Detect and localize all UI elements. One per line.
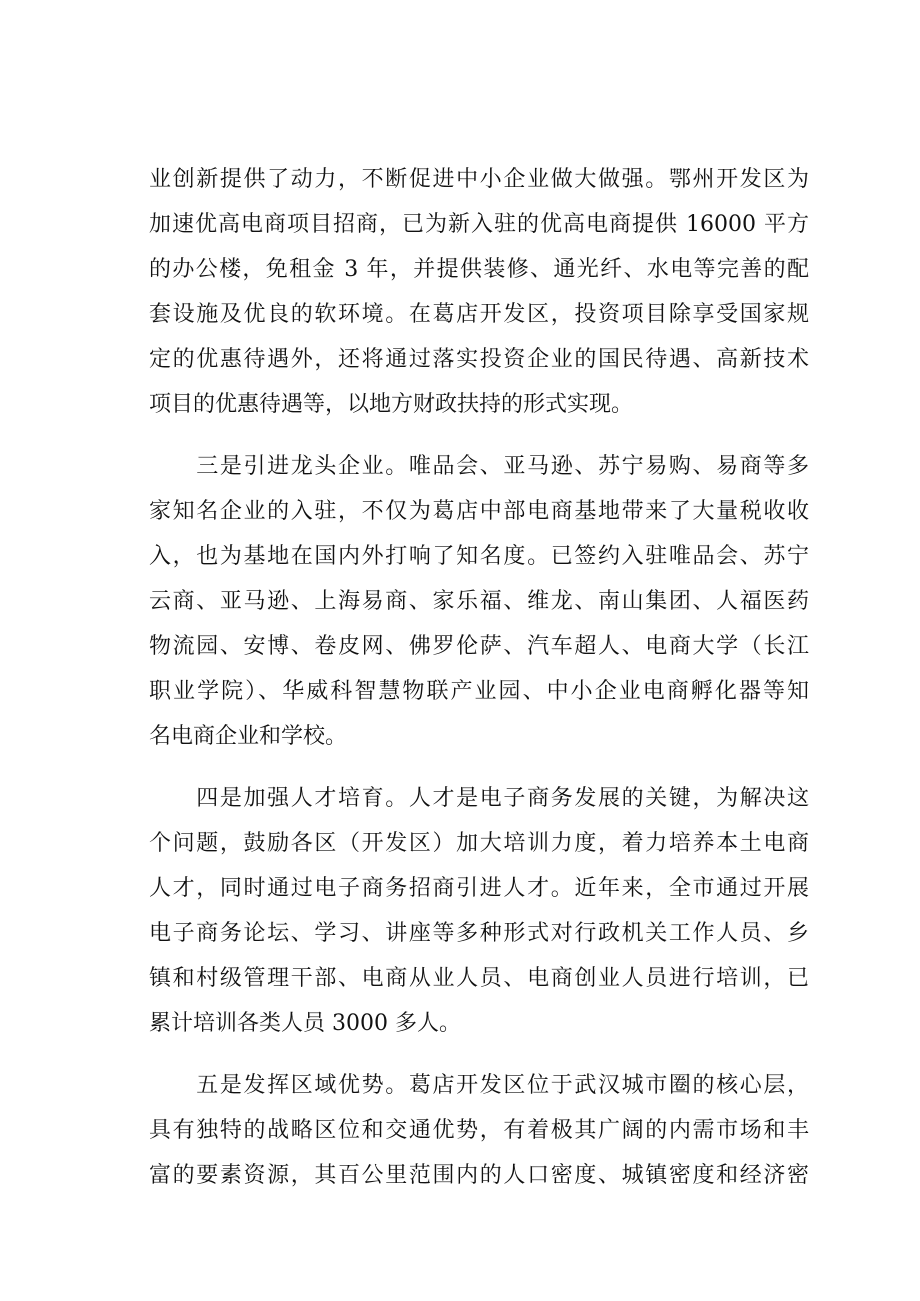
- text-line: 物流园、安博、卷皮网、佛罗伦萨、汽车超人、电商大学（长江: [149, 634, 809, 659]
- text-line: 的办公楼，免租金 3 年，并提供装修、通光纤、水电等完善的配: [149, 257, 809, 282]
- text-line: 加速优高电商项目招商，已为新入驻的优高电商提供 16000 平方: [149, 212, 809, 237]
- text-line: 累计培训各类人员 3000 多人。: [149, 1011, 461, 1036]
- text-line: 套设施及优良的软环境。在葛店开发区，投资项目除享受国家规: [149, 302, 809, 327]
- text-line: 入，也为基地在国内外打响了知名度。已签约入驻唯品会、苏宁: [149, 544, 809, 569]
- text-line: 四是加强人才培育。人才是电子商务发展的关键，为解决这: [149, 786, 809, 811]
- paragraph-continuation: [149, 157, 809, 427]
- paragraph-four: [149, 776, 809, 1046]
- text-line: 五是发挥区域优势。葛店开发区位于武汉城市圈的核心层，: [149, 1073, 809, 1098]
- text-line: 业创新提供了动力，不断促进中小企业做大做强。鄂州开发区为: [149, 167, 809, 192]
- text-line: 富的要素资源，其百公里范围内的人口密度、城镇密度和经济密: [149, 1163, 809, 1188]
- text-line: 个问题，鼓励各区（开发区）加大培训力度，着力培养本土电商: [149, 831, 809, 856]
- text-line: 镇和村级管理干部、电商从业人员、电商创业人员进行培训，已: [149, 966, 809, 991]
- text-line: 项目的优惠待遇等，以地方财政扶持的形式实现。: [149, 392, 634, 417]
- text-line: 人才，同时通过电子商务招商引进人才。近年来，全市通过开展: [149, 876, 809, 901]
- text-line: 名电商企业和学校。: [149, 724, 348, 749]
- text-line: 云商、亚马逊、上海易商、家乐福、维龙、南山集团、人福医药: [149, 589, 809, 614]
- text-line: 家知名企业的入驻，不仅为葛店中部电商基地带来了大量税收收: [149, 499, 809, 524]
- paragraph-three: [149, 444, 809, 759]
- text-line: 电子商务论坛、学习、讲座等多种形式对行政机关工作人员、乡: [149, 921, 809, 946]
- text-line: 三是引进龙头企业。唯品会、亚马逊、苏宁易购、易商等多: [149, 454, 809, 479]
- text-line: 定的优惠待遇外，还将通过落实投资企业的国民待遇、高新技术: [149, 347, 809, 372]
- text-line: 职业学院）、华威科智慧物联产业园、中小企业电商孵化器等知: [149, 679, 809, 704]
- body-text: [149, 157, 809, 1215]
- paragraph-five: [149, 1063, 809, 1198]
- text-line: 具有独特的战略区位和交通优势，有着极其广阔的内需市场和丰: [149, 1118, 809, 1143]
